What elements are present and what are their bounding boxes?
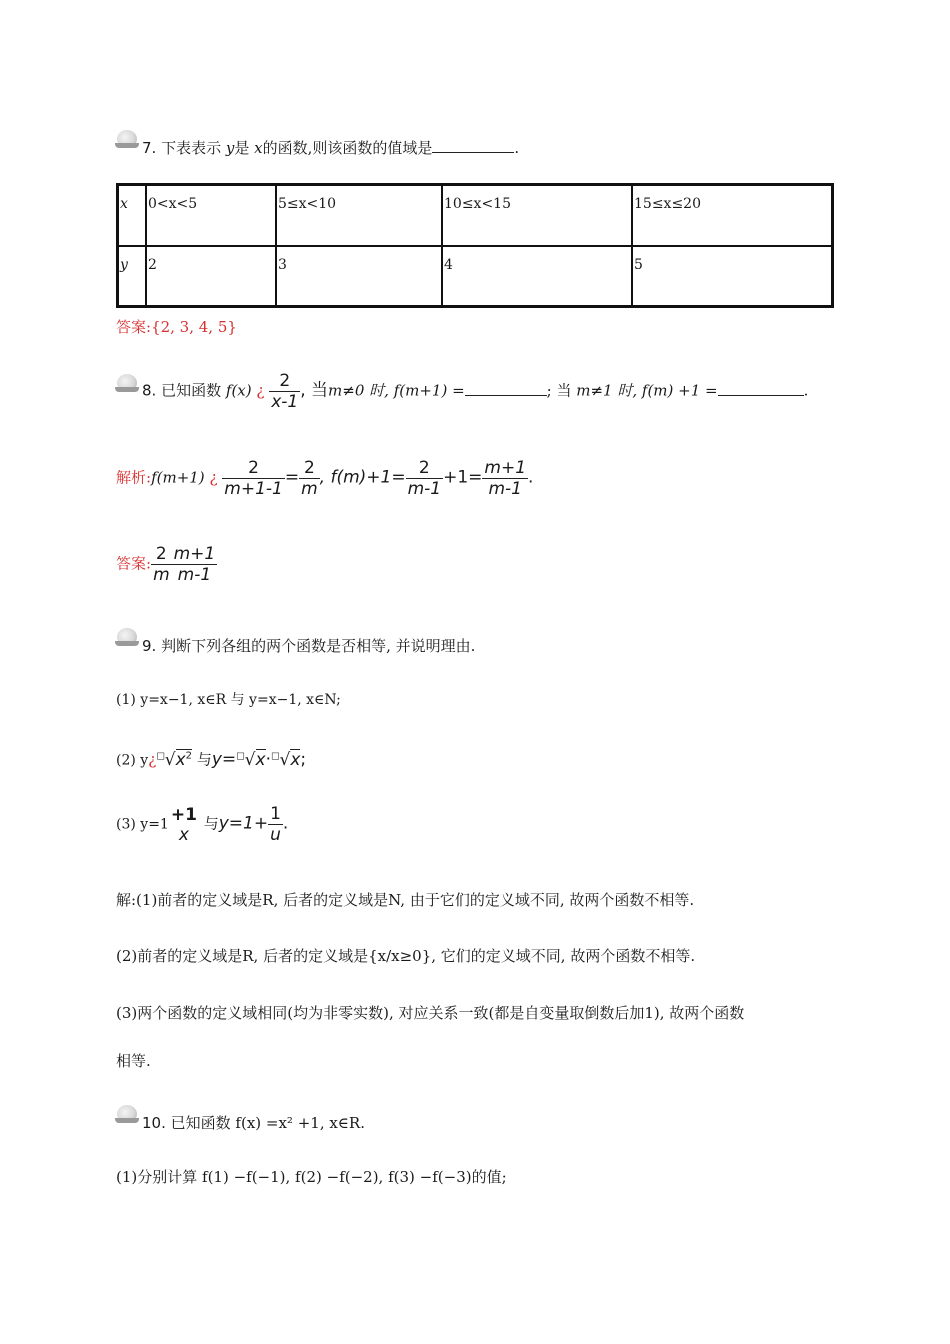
root-index-box: □ xyxy=(156,751,165,761)
answer-label: 答案: xyxy=(116,554,152,573)
radicand: x xyxy=(175,749,186,770)
q7-answer xyxy=(116,316,237,337)
q7-text-a: 下表表示 xyxy=(161,139,222,157)
question-marker-icon xyxy=(115,374,139,392)
q8-text-b: , 当 xyxy=(300,380,329,401)
table-cell: x xyxy=(118,185,147,246)
frac-num: 2 xyxy=(303,458,315,478)
q8-fx: f(x) xyxy=(225,381,252,400)
table-row xyxy=(118,246,833,307)
q7-text-c: 的函数,则该函数的值域是 xyxy=(262,139,433,157)
analysis-fm: , f(m)+1= xyxy=(319,467,406,488)
cube-root-2: □√x xyxy=(236,749,266,770)
p2-end: ; xyxy=(300,749,307,770)
root-index-box: □ xyxy=(236,751,245,761)
analysis-frac-2 xyxy=(299,458,320,499)
q8-expr2: f(m) +1 = xyxy=(641,381,718,400)
p3-prefix: (3) y=1 xyxy=(116,816,169,833)
superscript: 2 xyxy=(185,750,193,761)
q9-line xyxy=(142,635,475,656)
q9-solution-2: (2)前者的定义域是R, 后者的定义域是{x/x≥0}, 它们的定义域不同, 故两个函数不相等. xyxy=(116,947,696,965)
q10-number: 10. xyxy=(142,1114,166,1132)
q7-answer-blank[interactable] xyxy=(432,139,514,153)
cube-root-1: $^□√x^2$ xyxy=(156,749,193,770)
q8-cond1: m≠0 时, xyxy=(328,381,389,400)
cube-root-3: □√x xyxy=(270,749,301,770)
answer-label: 答案: xyxy=(116,318,152,336)
p3-mid: 与 xyxy=(203,814,219,833)
frac-den: m-1 xyxy=(482,478,528,499)
p2-eq: = xyxy=(221,749,237,770)
table-cell: 2 xyxy=(146,246,276,307)
frac-num: 2 xyxy=(248,458,259,478)
q7-table xyxy=(116,183,834,308)
frac-den: x-1 xyxy=(271,392,299,412)
q7-var-y: y xyxy=(225,139,235,157)
q7-text-b: 是 xyxy=(234,139,250,157)
table-cell: 4 xyxy=(442,246,632,307)
p3-frac-1 xyxy=(169,805,199,845)
q9-part2 xyxy=(116,745,306,772)
analysis-fx: f(m+1) xyxy=(151,468,205,487)
q8-analysis xyxy=(116,458,533,499)
question-marker-icon xyxy=(115,1105,139,1123)
frac-num: 2 xyxy=(279,371,291,391)
q8-text-a: 已知函数 xyxy=(161,381,222,400)
q9-solution-3b: 相等. xyxy=(116,1052,151,1070)
frac-num: +1 xyxy=(170,804,197,825)
answer-frac-2 xyxy=(172,544,218,585)
analysis-end: . xyxy=(528,467,534,488)
q9-number: 9. xyxy=(142,637,157,655)
q9-solution-3a: (3)两个函数的定义域相同(均为非零实数), 对应关系一致(都是自变量取倒数后加1), 故两个函数 xyxy=(116,1004,745,1022)
p3-frac-2 xyxy=(268,804,283,845)
table-cell: 5 xyxy=(632,246,833,307)
frac-den: u xyxy=(268,824,283,845)
p2-mid: 与 xyxy=(196,750,212,769)
frac-den: m+1-1 xyxy=(224,479,283,499)
q10-part1: (1)分别计算 f(1) −f(−1), f(2) −f(−2), f(3) −f(−3)的值; xyxy=(116,1168,507,1186)
frac-den: x xyxy=(178,824,189,845)
analysis-frac-1 xyxy=(222,458,285,499)
q8-number: 8. xyxy=(142,381,157,400)
answer-frac-1 xyxy=(151,544,172,585)
q8-blank-1[interactable] xyxy=(465,382,547,396)
analysis-frac-4 xyxy=(482,458,528,499)
radicand: x xyxy=(290,749,301,770)
table-row xyxy=(118,185,833,246)
table-cell: 10≤x<15 xyxy=(442,185,632,246)
q8-fraction xyxy=(269,371,300,412)
q9-part1: (1) y=x−1, x∈R 与 y=x−1, x∈N; xyxy=(116,692,341,708)
p2-y: y xyxy=(211,749,222,770)
q9-part3 xyxy=(116,804,288,845)
q8-answer xyxy=(116,544,217,585)
q9-text: 判断下列各组的两个函数是否相等, 并说明理由. xyxy=(161,637,476,655)
q8-cond2: m≠1 时, xyxy=(576,381,638,400)
q7-line xyxy=(142,137,519,158)
q10-line xyxy=(142,1112,365,1133)
root-index-box: □ xyxy=(270,751,280,761)
analysis-frac-3 xyxy=(406,458,444,499)
question-marker-icon xyxy=(115,628,139,646)
table-cell: 5≤x<10 xyxy=(276,185,442,246)
q8-text-c: ; 当 xyxy=(546,381,572,400)
question-marker-icon xyxy=(115,130,139,148)
radicand: x xyxy=(255,749,266,770)
p2-garble: ¿ xyxy=(148,750,157,769)
q8-line xyxy=(142,371,808,412)
frac-den: m xyxy=(301,479,318,499)
frac-num: 2 xyxy=(418,458,430,478)
q8-blank-2[interactable] xyxy=(718,382,804,396)
analysis-label: 解析: xyxy=(116,468,152,487)
analysis-eq: = xyxy=(284,467,300,488)
q9-solution-1: 解:(1)前者的定义域是R, 后者的定义域是N, 由于它们的定义域不同, 故两个函数不相等. xyxy=(116,891,695,909)
q7-number: 7. xyxy=(142,139,157,157)
q10-text: 已知函数 f(x) =x² +1, x∈R. xyxy=(170,1114,365,1132)
q8-expr1: f(m+1) = xyxy=(393,381,465,400)
p3-end: . xyxy=(282,813,289,834)
frac-den: m-1 xyxy=(172,564,218,585)
table-cell: y xyxy=(118,246,147,307)
frac-den: m-1 xyxy=(407,479,442,499)
frac-num: 2 xyxy=(155,544,167,564)
p2-dot: · xyxy=(265,749,271,770)
frac-den: m xyxy=(153,565,170,585)
table-cell: 0<x<5 xyxy=(146,185,276,246)
frac-num: 1 xyxy=(270,804,281,824)
table-cell: 15≤x≤20 xyxy=(632,185,833,246)
q7-end: . xyxy=(514,139,520,157)
analysis-garble: ¿ xyxy=(209,468,218,487)
q8-garble: ¿ xyxy=(256,381,265,400)
frac-num: m+1 xyxy=(484,458,527,478)
analysis-plus1: +1= xyxy=(443,467,483,488)
p2-prefix: (2) y xyxy=(116,752,149,769)
table-cell: 3 xyxy=(276,246,442,307)
q8-end: . xyxy=(803,381,809,400)
q7-answer-value: {2, 3, 4, 5} xyxy=(151,318,237,336)
p3-rhs: y=1+ xyxy=(218,813,269,834)
frac-num: m+1 xyxy=(173,544,216,564)
q7-var-x: x xyxy=(254,139,263,157)
